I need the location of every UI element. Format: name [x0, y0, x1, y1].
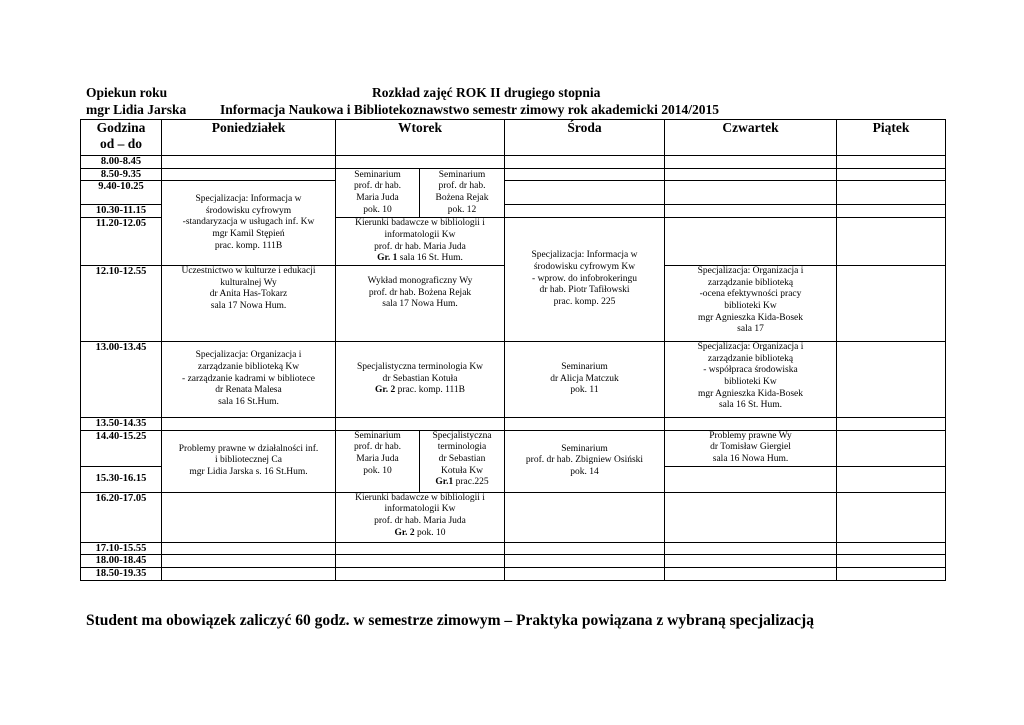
time-slot: 18.00-18.45 [81, 555, 162, 568]
guardian-name: mgr Lidia Jarska [86, 102, 187, 117]
table-row [81, 492, 946, 542]
table-row [81, 168, 946, 181]
time-slot: 8.50-9.35 [81, 168, 162, 181]
time-slot: 8.00-8.45 [81, 156, 162, 169]
time-slot: 16.20-17.05 [81, 492, 162, 542]
tuesday-seminar-rejak: Seminarium prof. dr hab. Bożena Rejak pok. 12 [420, 168, 505, 217]
schedule-title: Rozkład zajęć ROK II drugiego stopnia [372, 85, 601, 100]
time-header: Godzina od – do [81, 120, 162, 156]
schedule-table [80, 119, 946, 581]
time-slot: 15.30-16.15 [81, 466, 162, 492]
table-row [81, 430, 946, 466]
monday-specialization-digital: Specjalizacja: Informacja w środowisku cyfrowym -standaryzacja w usługach inf. Kw mgr Kamil Stępień prac. komp. 111B [162, 181, 336, 266]
table-row [81, 555, 946, 568]
time-slot: 9.40-10.25 [81, 181, 162, 205]
table-row [81, 341, 946, 417]
thursday-law-problems: Problemy prawne Wy dr Tomisław Giergiel sala 16 Nowa Hum. [665, 430, 837, 466]
time-slot: 17.10-15.55 [81, 542, 162, 555]
tuesday-terminology-gr2: Specjalistyczna terminologia Kw dr Sebastian Kotuła Gr. 2 prac. komp. 111B [336, 341, 505, 417]
time-slot: 12.10-12.55 [81, 265, 162, 341]
monday-specialization-org: Specjalizacja: Organizacja i zarządzanie biblioteką Kw - zarządzanie kadrami w bibliotece dr Renata Malesa sala 16 St.Hum. [162, 341, 336, 417]
monday-culture-lecture: Uczestnictwo w kulturze i edukacji kulturalnej Wy dr Anita Has-Tokarz sala 17 Nowa Hum. [162, 265, 336, 341]
table-row [81, 417, 946, 430]
time-slot: 11.20-12.05 [81, 218, 162, 266]
wednesday-header: Środa [505, 120, 665, 156]
thursday-header: Czwartek [665, 120, 837, 156]
thursday-specialization-org-2: Specjalizacja: Organizacja i zarządzanie biblioteką - współpraca środowiska biblioteki Kw mgr Agnieszka Kida-Bosek sala 16 St. Hum. [665, 341, 837, 417]
tuesday-header: Wtorek [336, 120, 505, 156]
tuesday-seminar-juda-2: Seminarium prof. dr hab. Maria Juda pok. 10 [336, 430, 420, 492]
footer-note: Student ma obowiązek zaliczyć 60 godz. w semestrze zimowym – Praktyka powiązana z wybraną specjalizacją [86, 612, 814, 629]
time-slot: 14.40-15.25 [81, 430, 162, 466]
time-slot: 13.00-13.45 [81, 341, 162, 417]
table-row [81, 181, 946, 205]
tuesday-terminology-gr1: Specjalistyczna terminologia dr Sebastian Kotuła Kw Gr.1 prac.225 [420, 430, 505, 492]
tuesday-research-directions-gr1: Kierunki badawcze w bibliologii i informatologii Kw prof. dr hab. Maria Juda Gr. 1 sala 16 St. Hum. [336, 218, 505, 266]
wednesday-seminar-matczuk: Seminarium dr Alicja Matczuk pok. 11 [505, 341, 665, 417]
time-slot: 13.50-14.35 [81, 417, 162, 430]
time-slot: 10.30-11.15 [81, 205, 162, 218]
monday-header: Poniedziałek [162, 120, 336, 156]
table-row [81, 156, 946, 169]
guardian-label: Opiekun roku [86, 85, 168, 100]
wednesday-seminar-osinski: Seminarium prof. dr hab. Zbigniew Osiński pok. 14 [505, 430, 665, 492]
time-slot: 18.50-19.35 [81, 568, 162, 581]
tuesday-monograph-lecture: Wykład monograficzny Wy prof. dr hab. Bożena Rejak sala 17 Nowa Hum. [336, 265, 505, 341]
tuesday-seminar-juda: Seminarium prof. dr hab. Maria Juda pok. 10 [336, 168, 420, 217]
monday-law-problems: Problemy prawne w działalności inf. i bibliotecznej Ca mgr Lidia Jarska s. 16 St.Hum. [162, 430, 336, 492]
header-row [81, 120, 946, 156]
table-row [81, 568, 946, 581]
schedule-subtitle: Informacja Naukowa i Bibliotekoznawstwo semestr zimowy rok akademicki 2014/2015 [220, 102, 719, 117]
table-row [81, 542, 946, 555]
friday-header: Piątek [837, 120, 946, 156]
thursday-specialization-org-1: Specjalizacja: Organizacja i zarządzanie biblioteką -ocena efektywności pracy biblioteki Kw mgr Agnieszka Kida-Bosek sala 17 [665, 265, 837, 341]
tuesday-research-directions-gr2: Kierunki badawcze w bibliologii i informatologii Kw prof. dr hab. Maria Juda Gr. 2 pok. 10 [336, 492, 505, 542]
wednesday-specialization-digital: Specjalizacja: Informacja w środowisku cyfrowym Kw - wprow. do infobrokeringu dr hab. Piotr Tafiłowski prac. komp. 225 [505, 218, 665, 342]
